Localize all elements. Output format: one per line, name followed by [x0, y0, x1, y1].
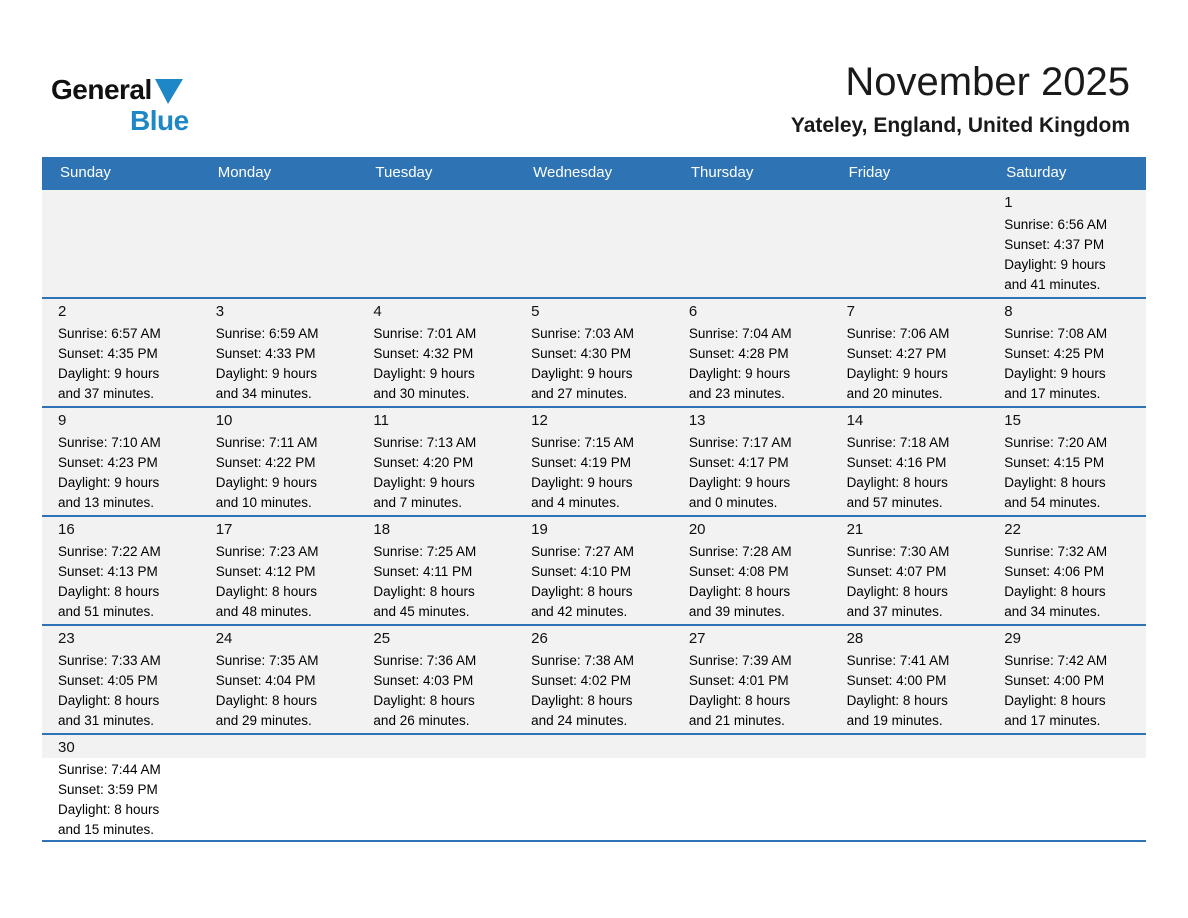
- sunset-line: Sunset: 4:03 PM: [373, 673, 474, 688]
- day-number: 7: [846, 303, 855, 320]
- sunrise-line: Sunrise: 7:42 AM: [1004, 653, 1108, 668]
- daylight-line: Daylight: 8 hours: [846, 584, 948, 599]
- daylight-line: Daylight: 9 hours: [373, 366, 475, 381]
- sunset-line: Sunset: 4:15 PM: [1004, 455, 1105, 470]
- daylight-line: and 19 minutes.: [846, 713, 943, 728]
- day-cell-empty: [357, 190, 515, 297]
- daylight-line: Daylight: 8 hours: [688, 584, 791, 599]
- day-cell-26: [515, 626, 673, 733]
- day-cell-16: [42, 517, 200, 624]
- daylight-line: and 31 minutes.: [58, 713, 155, 728]
- general-blue-logo: [51, 76, 251, 134]
- daylight-line: Daylight: 9 hours: [531, 475, 633, 490]
- sunrise-line: Sunrise: 7:44 AM: [58, 762, 161, 777]
- daylight-line: and 39 minutes.: [688, 604, 785, 619]
- daylight-line: and 37 minutes.: [58, 386, 155, 401]
- daylight-line: Daylight: 9 hours: [688, 475, 791, 490]
- day-number: 26: [531, 630, 548, 647]
- weekday-header-tuesday: Tuesday: [375, 164, 433, 181]
- sunset-line: Sunset: 4:00 PM: [1004, 673, 1105, 688]
- sunrise-line: Sunrise: 7:39 AM: [688, 653, 792, 668]
- weekday-header-saturday: Saturday: [1006, 164, 1067, 181]
- sunrise-line: Sunrise: 7:27 AM: [531, 544, 634, 559]
- day-cell-3: [200, 299, 358, 406]
- daylight-line: and 26 minutes.: [373, 713, 470, 728]
- daylight-line: and 0 minutes.: [688, 495, 778, 510]
- day-number: 15: [1004, 412, 1021, 429]
- day-cell-5: [515, 299, 673, 406]
- daylight-line: and 20 minutes.: [846, 386, 943, 401]
- sunrise-line: Sunrise: 7:32 AM: [1004, 544, 1108, 559]
- sunrise-line: Sunrise: 7:22 AM: [58, 544, 161, 559]
- day-cell-empty: [200, 190, 358, 297]
- sunset-line: Sunset: 4:02 PM: [531, 673, 631, 688]
- weekday-header-monday: Monday: [217, 164, 272, 181]
- day-number: 2: [58, 303, 67, 320]
- sunset-line: Sunset: 4:19 PM: [531, 455, 631, 470]
- daylight-line: and 48 minutes.: [215, 604, 312, 619]
- day-cell-13: [673, 408, 831, 515]
- daylight-line: and 23 minutes.: [688, 386, 785, 401]
- sunrise-line: Sunrise: 7:41 AM: [846, 653, 950, 668]
- sunset-line: Sunset: 4:16 PM: [846, 455, 947, 470]
- day-cell-14: [831, 408, 989, 515]
- day-number: 18: [373, 521, 391, 538]
- daylight-line: and 17 minutes.: [1004, 386, 1101, 401]
- sunset-line: Sunset: 4:33 PM: [215, 346, 316, 361]
- daylight-line: Daylight: 8 hours: [531, 693, 633, 708]
- daylight-line: and 34 minutes.: [215, 386, 312, 401]
- daylight-line: and 10 minutes.: [215, 495, 312, 510]
- day-cell-21: [831, 517, 989, 624]
- day-cell-1: [988, 190, 1146, 297]
- daylight-line: Daylight: 8 hours: [215, 693, 318, 708]
- sunset-line: Sunset: 4:32 PM: [373, 346, 474, 361]
- sunrise-line: Sunrise: 7:25 AM: [373, 544, 477, 559]
- day-number: 14: [846, 412, 864, 429]
- day-cell-empty: [42, 190, 200, 297]
- daylight-line: and 34 minutes.: [1004, 604, 1101, 619]
- daylight-line: Daylight: 9 hours: [1004, 366, 1106, 381]
- day-number: 10: [215, 412, 233, 429]
- sunrise-line: Sunrise: 7:04 AM: [688, 326, 792, 341]
- sunset-line: Sunset: 4:13 PM: [58, 564, 158, 579]
- day-number: 29: [1004, 630, 1021, 647]
- day-cell-empty: [673, 735, 831, 840]
- sunset-line: Sunset: 4:04 PM: [215, 673, 316, 688]
- day-cell-empty: [357, 735, 515, 840]
- daylight-line: and 54 minutes.: [1004, 495, 1101, 510]
- daylight-line: Daylight: 9 hours: [531, 366, 633, 381]
- sunrise-line: Sunrise: 6:57 AM: [58, 326, 161, 341]
- day-cell-28: [831, 626, 989, 733]
- daylight-line: and 15 minutes.: [58, 822, 155, 837]
- weekday-header-wednesday: Wednesday: [533, 164, 613, 181]
- week-row-2: [42, 297, 1146, 406]
- daylight-line: and 24 minutes.: [531, 713, 628, 728]
- day-number: 1: [1004, 194, 1013, 211]
- day-cell-empty: [673, 190, 831, 297]
- day-cell-6: [673, 299, 831, 406]
- daylight-line: Daylight: 9 hours: [58, 475, 160, 490]
- weekday-header-row: [42, 157, 1146, 188]
- day-cell-19: [515, 517, 673, 624]
- day-cell-12: [515, 408, 673, 515]
- sunrise-line: Sunrise: 7:23 AM: [215, 544, 319, 559]
- day-number: 19: [531, 521, 548, 538]
- sunset-line: Sunset: 4:20 PM: [373, 455, 474, 470]
- day-cell-empty: [515, 735, 673, 840]
- sunset-line: Sunset: 4:28 PM: [688, 346, 789, 361]
- day-cell-18: [357, 517, 515, 624]
- sunset-line: Sunset: 4:22 PM: [215, 455, 316, 470]
- day-number: 21: [846, 521, 864, 538]
- day-cell-8: [988, 299, 1146, 406]
- logo-text-blue: Blue: [130, 105, 189, 136]
- sunset-line: Sunset: 3:59 PM: [58, 782, 158, 797]
- sunrise-line: Sunrise: 7:38 AM: [531, 653, 634, 668]
- daylight-line: and 57 minutes.: [846, 495, 943, 510]
- day-number: 17: [215, 521, 233, 538]
- week-row-5: [42, 624, 1146, 733]
- day-number: 20: [688, 521, 706, 538]
- daylight-line: Daylight: 8 hours: [373, 584, 475, 599]
- day-cell-20: [673, 517, 831, 624]
- sunrise-line: Sunrise: 7:17 AM: [688, 435, 792, 450]
- sunset-line: Sunset: 4:11 PM: [373, 564, 473, 579]
- day-number: 16: [58, 521, 75, 538]
- sunset-line: Sunset: 4:23 PM: [58, 455, 158, 470]
- day-number: 23: [58, 630, 75, 647]
- day-cell-24: [200, 626, 358, 733]
- daylight-line: Daylight: 8 hours: [1004, 475, 1106, 490]
- header: [791, 60, 1130, 138]
- daylight-line: Daylight: 8 hours: [688, 693, 791, 708]
- day-cell-27: [673, 626, 831, 733]
- sunset-line: Sunset: 4:10 PM: [531, 564, 631, 579]
- day-number: 27: [688, 630, 706, 647]
- sunrise-line: Sunrise: 7:06 AM: [846, 326, 950, 341]
- daylight-line: Daylight: 9 hours: [58, 366, 160, 381]
- logo-text-general: General: [51, 74, 152, 105]
- week-row-3: [42, 406, 1146, 515]
- sunset-line: Sunset: 4:08 PM: [688, 564, 789, 579]
- daylight-line: and 45 minutes.: [373, 604, 470, 619]
- daylight-line: Daylight: 8 hours: [58, 693, 160, 708]
- sunset-line: Sunset: 4:27 PM: [846, 346, 947, 361]
- day-cell-4: [357, 299, 515, 406]
- daylight-line: and 51 minutes.: [58, 604, 155, 619]
- sunrise-line: Sunrise: 7:01 AM: [373, 326, 477, 341]
- daylight-line: and 13 minutes.: [58, 495, 155, 510]
- day-number: 13: [688, 412, 706, 429]
- daylight-line: Daylight: 8 hours: [58, 584, 160, 599]
- sunrise-line: Sunrise: 7:36 AM: [373, 653, 477, 668]
- sunset-line: Sunset: 4:12 PM: [215, 564, 316, 579]
- daylight-line: Daylight: 8 hours: [1004, 584, 1106, 599]
- daylight-line: and 27 minutes.: [531, 386, 628, 401]
- daylight-line: Daylight: 9 hours: [1004, 257, 1106, 272]
- day-number: 4: [373, 303, 382, 320]
- day-cell-22: [988, 517, 1146, 624]
- daylight-line: Daylight: 9 hours: [846, 366, 948, 381]
- day-number: 24: [215, 630, 233, 647]
- day-cell-2: [42, 299, 200, 406]
- day-cell-empty: [831, 190, 989, 297]
- day-cell-10: [200, 408, 358, 515]
- daylight-line: Daylight: 9 hours: [373, 475, 475, 490]
- daylight-line: Daylight: 8 hours: [846, 475, 948, 490]
- sunrise-line: Sunrise: 7:30 AM: [846, 544, 950, 559]
- day-cell-25: [357, 626, 515, 733]
- day-cell-23: [42, 626, 200, 733]
- weekday-header-thursday: Thursday: [690, 164, 754, 181]
- daylight-line: Daylight: 8 hours: [373, 693, 475, 708]
- sunrise-line: Sunrise: 7:28 AM: [688, 544, 792, 559]
- daylight-line: and 42 minutes.: [531, 604, 628, 619]
- sunrise-line: Sunrise: 7:20 AM: [1004, 435, 1108, 450]
- daylight-line: Daylight: 8 hours: [531, 584, 633, 599]
- sunset-line: Sunset: 4:06 PM: [1004, 564, 1105, 579]
- daylight-line: and 30 minutes.: [373, 386, 470, 401]
- day-number: 3: [215, 303, 225, 320]
- sunrise-line: Sunrise: 7:10 AM: [58, 435, 161, 450]
- weekday-header-sunday: Sunday: [60, 164, 111, 181]
- weekday-header-friday: Friday: [848, 164, 891, 181]
- day-cell-empty: [831, 735, 989, 840]
- daylight-line: and 37 minutes.: [846, 604, 943, 619]
- day-cell-empty: [515, 190, 673, 297]
- day-number: 8: [1004, 303, 1013, 320]
- sunset-line: Sunset: 4:01 PM: [688, 673, 789, 688]
- sunset-line: Sunset: 4:30 PM: [531, 346, 631, 361]
- sunrise-line: Sunrise: 7:33 AM: [58, 653, 161, 668]
- sunset-line: Sunset: 4:17 PM: [688, 455, 789, 470]
- daylight-line: Daylight: 8 hours: [1004, 693, 1106, 708]
- sunrise-line: Sunrise: 6:56 AM: [1004, 217, 1108, 232]
- sunset-line: Sunset: 4:00 PM: [846, 673, 947, 688]
- daylight-line: and 29 minutes.: [215, 713, 312, 728]
- day-cell-15: [988, 408, 1146, 515]
- sunrise-line: Sunrise: 7:13 AM: [373, 435, 477, 450]
- day-cell-11: [357, 408, 515, 515]
- sunrise-line: Sunrise: 7:11 AM: [215, 435, 318, 450]
- daylight-line: Daylight: 9 hours: [688, 366, 791, 381]
- sunset-line: Sunset: 4:35 PM: [58, 346, 158, 361]
- sunrise-line: Sunrise: 7:03 AM: [531, 326, 634, 341]
- day-number: 12: [531, 412, 548, 429]
- day-cell-17: [200, 517, 358, 624]
- day-number: 25: [373, 630, 391, 647]
- daylight-line: Daylight: 9 hours: [215, 475, 318, 490]
- daylight-line: and 17 minutes.: [1004, 713, 1101, 728]
- day-number: 22: [1004, 521, 1021, 538]
- daylight-line: Daylight: 8 hours: [846, 693, 948, 708]
- calendar-grid: [42, 157, 1146, 842]
- sunset-line: Sunset: 4:05 PM: [58, 673, 158, 688]
- sunrise-line: Sunrise: 7:15 AM: [531, 435, 634, 450]
- sunrise-line: Sunrise: 7:08 AM: [1004, 326, 1108, 341]
- day-cell-30: [42, 735, 200, 840]
- day-number: 30: [58, 739, 75, 756]
- page-subtitle: Yateley, England, United Kingdom: [790, 114, 1130, 137]
- week-row-1: [42, 188, 1146, 297]
- day-number: 5: [531, 303, 540, 320]
- day-cell-9: [42, 408, 200, 515]
- sunrise-line: Sunrise: 7:35 AM: [215, 653, 319, 668]
- daylight-line: and 21 minutes.: [688, 713, 785, 728]
- sunset-line: Sunset: 4:37 PM: [1004, 237, 1105, 252]
- daylight-line: Daylight: 9 hours: [215, 366, 318, 381]
- daylight-line: and 4 minutes.: [531, 495, 620, 510]
- page-title: November 2025: [845, 60, 1130, 104]
- day-cell-empty: [988, 735, 1146, 840]
- day-number: 11: [373, 412, 389, 429]
- day-number: 6: [688, 303, 698, 320]
- daylight-line: and 41 minutes.: [1004, 277, 1101, 292]
- daylight-line: and 7 minutes.: [373, 495, 462, 510]
- day-cell-empty: [200, 735, 358, 840]
- sunset-line: Sunset: 4:07 PM: [846, 564, 947, 579]
- day-number: 9: [58, 412, 67, 429]
- day-number: 28: [846, 630, 864, 647]
- sunset-line: Sunset: 4:25 PM: [1004, 346, 1105, 361]
- daylight-line: Daylight: 8 hours: [215, 584, 318, 599]
- week-row-6: [42, 733, 1146, 842]
- sunrise-line: Sunrise: 6:59 AM: [215, 326, 319, 341]
- day-cell-29: [988, 626, 1146, 733]
- sunrise-line: Sunrise: 7:18 AM: [846, 435, 950, 450]
- day-cell-7: [831, 299, 989, 406]
- daylight-line: Daylight: 8 hours: [58, 802, 160, 817]
- week-row-4: [42, 515, 1146, 624]
